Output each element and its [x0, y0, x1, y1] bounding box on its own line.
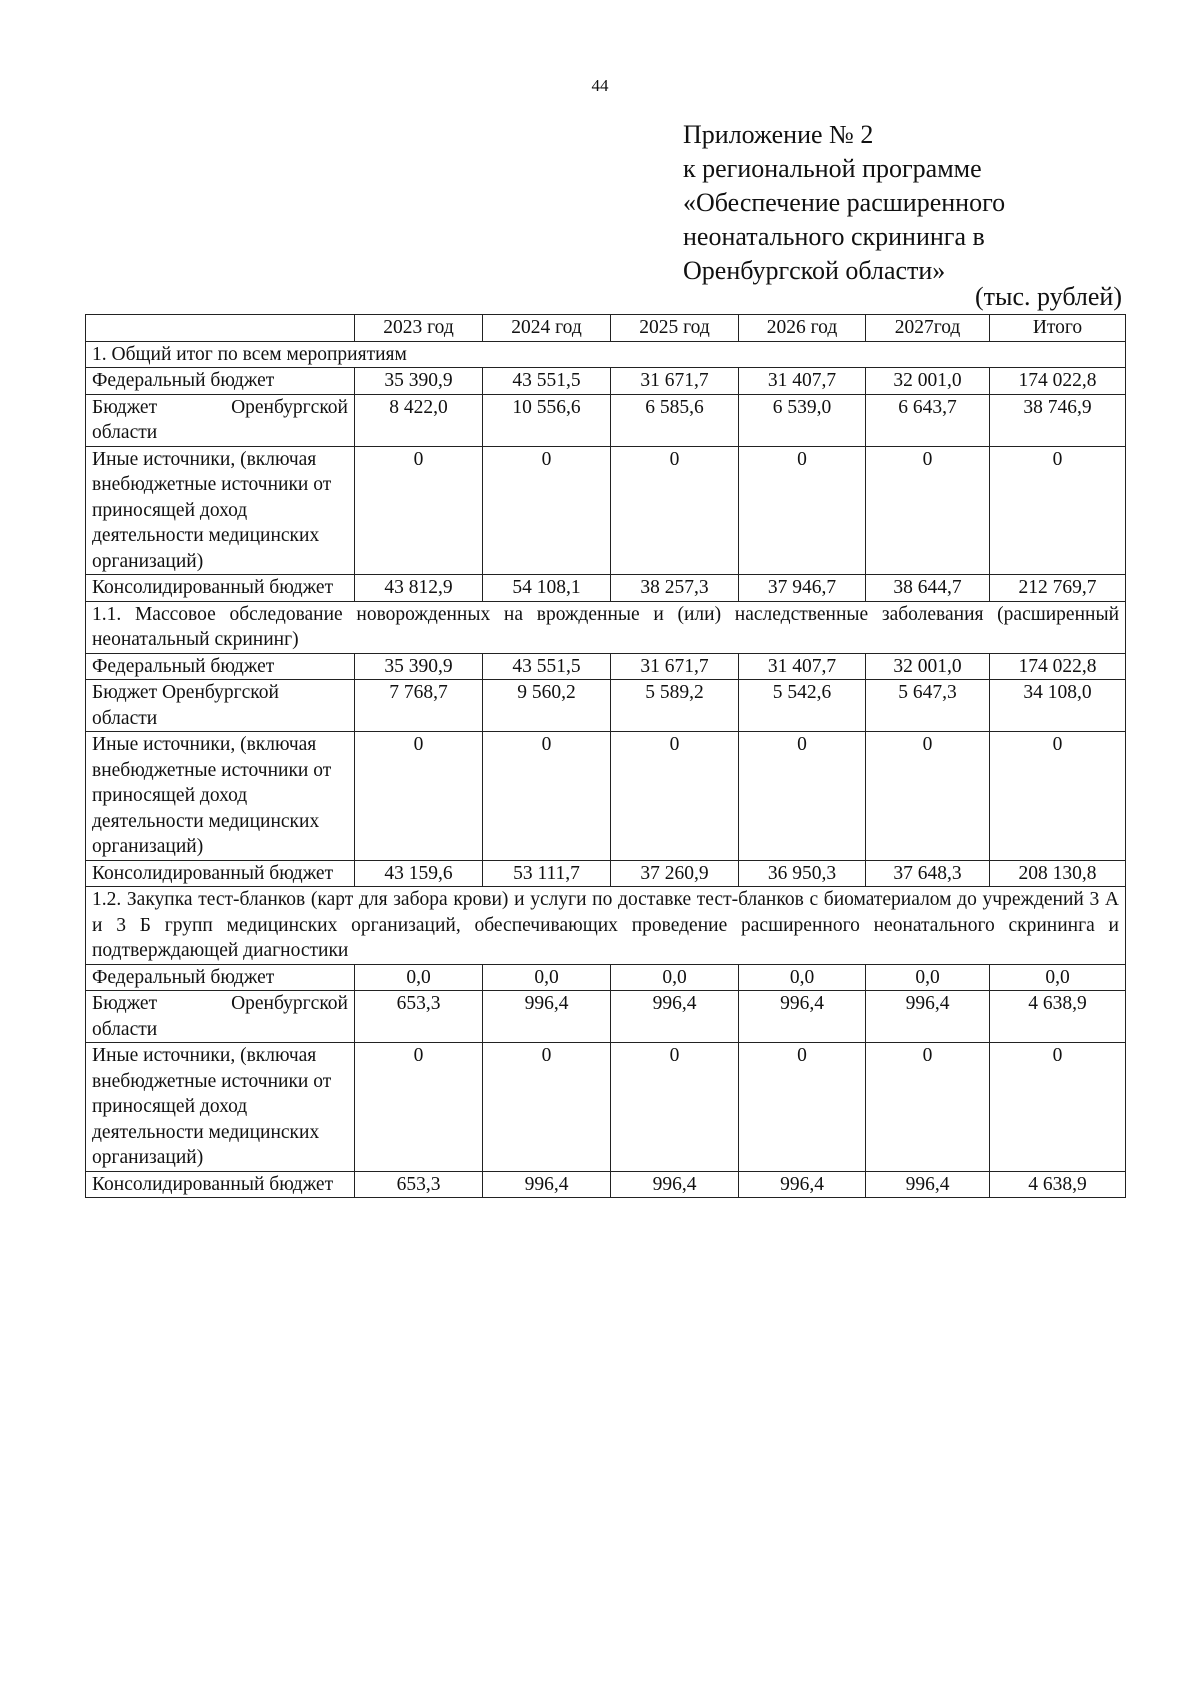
- appendix-header: [683, 118, 1005, 288]
- column-header: [86, 315, 355, 342]
- cell-value: 6 643,7: [866, 394, 990, 446]
- budget-table: [85, 314, 1126, 1198]
- cell-total: 0: [990, 732, 1126, 861]
- section-row: [86, 341, 1126, 368]
- row-label: Бюджет Оренбургской области: [86, 680, 355, 732]
- cell-value: 0: [483, 446, 611, 575]
- cell-total: 0,0: [990, 964, 1126, 991]
- cell-value: 31 671,7: [611, 368, 739, 395]
- table-row: [86, 1043, 1126, 1172]
- row-label: Бюджет Оренбургской области: [86, 991, 355, 1043]
- row-label: Бюджет Оренбургской области: [86, 394, 355, 446]
- appendix-line: Оренбургской области»: [683, 256, 946, 285]
- cell-value: 32 001,0: [866, 653, 990, 680]
- cell-value: 5 647,3: [866, 680, 990, 732]
- cell-total: 38 746,9: [990, 394, 1126, 446]
- cell-value: 0: [739, 1043, 866, 1172]
- cell-value: 996,4: [739, 1171, 866, 1198]
- table-row: [86, 575, 1126, 602]
- cell-total: 0: [990, 446, 1126, 575]
- section-title: 1. Общий итог по всем мероприятиям: [86, 341, 1126, 368]
- row-label: Консолидированный бюджет: [86, 575, 355, 602]
- row-label: Федеральный бюджет: [86, 653, 355, 680]
- column-header: 2023 год: [355, 315, 483, 342]
- cell-value: 31 407,7: [739, 653, 866, 680]
- row-label: Иные источники, (включая внебюджетные источники от приносящей доход деятельности медицинских организаций): [86, 446, 355, 575]
- cell-value: 31 671,7: [611, 653, 739, 680]
- cell-value: 996,4: [611, 1171, 739, 1198]
- section-title: 1.2. Закупка тест-бланков (карт для забора крови) и услуги по доставке тест-бланков с биоматериалом до учреждений 3 А и 3 Б групп медицинских организаций, обеспечивающих проведение расширенного неонатального скрининга и подтверждающей диагностики: [86, 887, 1126, 965]
- cell-value: 32 001,0: [866, 368, 990, 395]
- cell-value: 0: [355, 732, 483, 861]
- cell-value: 9 560,2: [483, 680, 611, 732]
- cell-total: 174 022,8: [990, 653, 1126, 680]
- cell-value: 996,4: [611, 991, 739, 1043]
- cell-value: 0: [355, 1043, 483, 1172]
- page-number: 44: [591, 76, 609, 95]
- cell-value: 6 539,0: [739, 394, 866, 446]
- cell-total: 4 638,9: [990, 1171, 1126, 1198]
- cell-value: 0,0: [483, 964, 611, 991]
- cell-value: 7 768,7: [355, 680, 483, 732]
- cell-value: 0: [355, 446, 483, 575]
- row-label: Федеральный бюджет: [86, 368, 355, 395]
- cell-value: 0: [611, 446, 739, 575]
- cell-value: 43 551,5: [483, 368, 611, 395]
- cell-value: 6 585,6: [611, 394, 739, 446]
- cell-value: 0: [611, 732, 739, 861]
- cell-value: 5 542,6: [739, 680, 866, 732]
- cell-value: 0,0: [355, 964, 483, 991]
- cell-value: 996,4: [483, 1171, 611, 1198]
- table-header-row: [86, 315, 1126, 342]
- cell-value: 0: [739, 446, 866, 575]
- cell-value: 38 257,3: [611, 575, 739, 602]
- appendix-line: к региональной программе: [683, 154, 982, 183]
- table-row: [86, 368, 1126, 395]
- cell-value: 43 812,9: [355, 575, 483, 602]
- section-title: 1.1. Массовое обследование новорожденных на врожденные и (или) наследственные заболевания (расширенный неонатальный скрининг): [86, 601, 1126, 653]
- cell-total: 34 108,0: [990, 680, 1126, 732]
- cell-value: 35 390,9: [355, 653, 483, 680]
- cell-value: 8 422,0: [355, 394, 483, 446]
- column-header: 2027год: [866, 315, 990, 342]
- section-row: [86, 887, 1126, 965]
- column-header: Итого: [990, 315, 1126, 342]
- table-row: [86, 1171, 1126, 1198]
- row-label: Консолидированный бюджет: [86, 860, 355, 887]
- column-header: 2026 год: [739, 315, 866, 342]
- section-row: [86, 601, 1126, 653]
- table-row: [86, 680, 1126, 732]
- table-row: [86, 860, 1126, 887]
- cell-value: 37 648,3: [866, 860, 990, 887]
- table-row: [86, 446, 1126, 575]
- cell-value: 0: [739, 732, 866, 861]
- appendix-line: «Обеспечение расширенного: [683, 188, 1006, 217]
- cell-value: 0,0: [611, 964, 739, 991]
- appendix-title: Приложение № 2: [683, 120, 874, 149]
- cell-total: 212 769,7: [990, 575, 1126, 602]
- cell-total: 4 638,9: [990, 991, 1126, 1043]
- cell-value: 43 159,6: [355, 860, 483, 887]
- cell-value: 54 108,1: [483, 575, 611, 602]
- cell-value: 37 260,9: [611, 860, 739, 887]
- cell-value: 37 946,7: [739, 575, 866, 602]
- cell-value: 653,3: [355, 991, 483, 1043]
- cell-value: 10 556,6: [483, 394, 611, 446]
- row-label: Иные источники, (включая внебюджетные источники от приносящей доход деятельности медицинских организаций): [86, 732, 355, 861]
- table-row: [86, 991, 1126, 1043]
- cell-value: 0,0: [866, 964, 990, 991]
- cell-value: 0: [866, 1043, 990, 1172]
- row-label: Федеральный бюджет: [86, 964, 355, 991]
- cell-value: 996,4: [483, 991, 611, 1043]
- table-row: [86, 732, 1126, 861]
- cell-value: 0,0: [739, 964, 866, 991]
- cell-total: 174 022,8: [990, 368, 1126, 395]
- cell-value: 996,4: [739, 991, 866, 1043]
- table-row: [86, 964, 1126, 991]
- cell-value: 0: [866, 446, 990, 575]
- cell-value: 35 390,9: [355, 368, 483, 395]
- cell-value: 36 950,3: [739, 860, 866, 887]
- appendix-line: неонатального скрининга в: [683, 222, 985, 251]
- cell-value: 0: [611, 1043, 739, 1172]
- cell-value: 5 589,2: [611, 680, 739, 732]
- table-row: [86, 394, 1126, 446]
- cell-value: 31 407,7: [739, 368, 866, 395]
- cell-value: 38 644,7: [866, 575, 990, 602]
- units-label: (тыс. рублей): [974, 282, 1122, 311]
- cell-value: 0: [866, 732, 990, 861]
- cell-total: 0: [990, 1043, 1126, 1172]
- row-label: Консолидированный бюджет: [86, 1171, 355, 1198]
- column-header: 2025 год: [611, 315, 739, 342]
- cell-value: 996,4: [866, 991, 990, 1043]
- table-row: [86, 653, 1126, 680]
- column-header: 2024 год: [483, 315, 611, 342]
- cell-value: 53 111,7: [483, 860, 611, 887]
- cell-value: 653,3: [355, 1171, 483, 1198]
- cell-value: 43 551,5: [483, 653, 611, 680]
- cell-value: 0: [483, 1043, 611, 1172]
- row-label: Иные источники, (включая внебюджетные источники от приносящей доход деятельности медицинских организаций): [86, 1043, 355, 1172]
- cell-value: 0: [483, 732, 611, 861]
- cell-total: 208 130,8: [990, 860, 1126, 887]
- cell-value: 996,4: [866, 1171, 990, 1198]
